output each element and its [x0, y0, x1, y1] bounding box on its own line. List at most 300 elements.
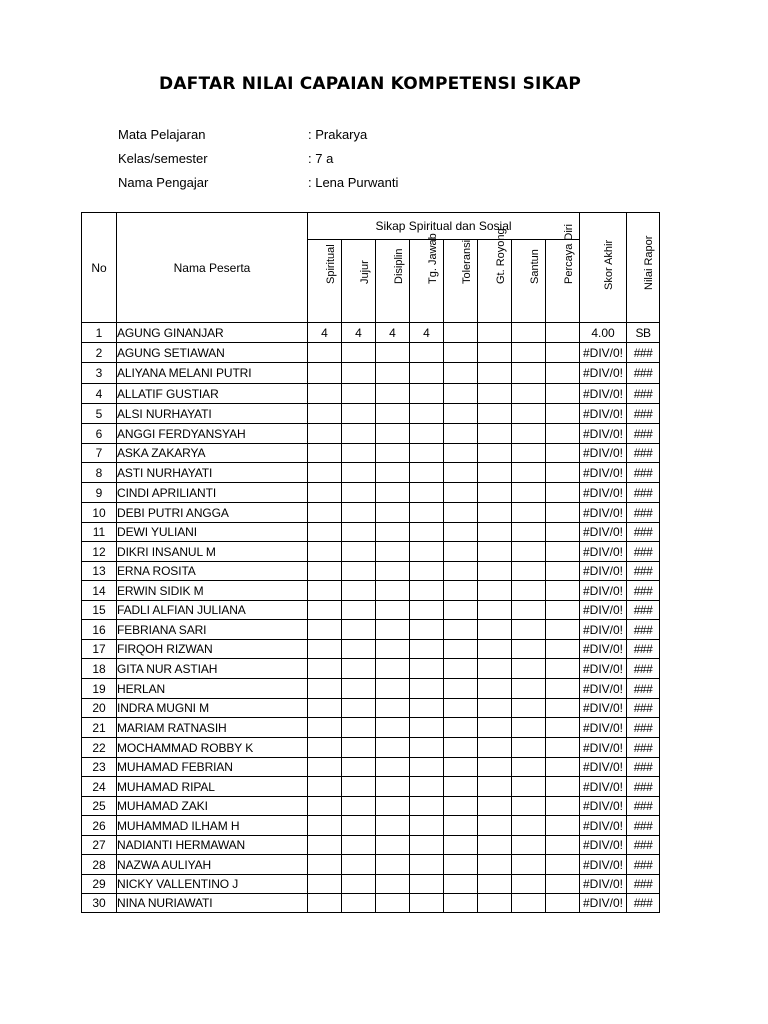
score-cell[interactable] [546, 562, 580, 581]
header-nama-peserta: Nama Peserta [117, 213, 308, 323]
score-cell[interactable] [342, 363, 376, 384]
skor-akhir-cell: #DIV/0! [580, 463, 627, 483]
score-cell[interactable] [410, 444, 444, 463]
score-cell[interactable] [478, 894, 512, 913]
nilai-rapor-cell: ### [627, 836, 660, 855]
skor-akhir-cell: #DIV/0! [580, 816, 627, 836]
score-cell[interactable] [342, 601, 376, 620]
score-cell[interactable] [410, 640, 444, 659]
score-cell[interactable] [444, 659, 478, 679]
score-cell[interactable] [410, 816, 444, 836]
score-cell[interactable] [546, 601, 580, 620]
score-cell[interactable] [342, 620, 376, 640]
score-cell[interactable] [546, 523, 580, 542]
score-cell[interactable] [444, 894, 478, 913]
score-cell[interactable] [512, 444, 546, 463]
score-cell[interactable] [444, 483, 478, 503]
score-cell[interactable] [410, 562, 444, 581]
score-cell[interactable] [444, 875, 478, 894]
score-cell[interactable] [410, 601, 444, 620]
score-cell[interactable] [308, 640, 342, 659]
row-number: 12 [82, 542, 117, 562]
score-cell[interactable] [478, 855, 512, 875]
score-cell[interactable] [410, 836, 444, 855]
score-cell[interactable] [478, 444, 512, 463]
table-row [82, 444, 660, 463]
score-cell[interactable] [308, 424, 342, 444]
score-cell[interactable] [308, 777, 342, 797]
pengajar-label: Nama Pengajar [118, 175, 209, 190]
score-cell[interactable] [342, 444, 376, 463]
score-cell[interactable] [478, 816, 512, 836]
nilai-rapor-cell: ### [627, 855, 660, 875]
score-cell[interactable] [376, 424, 410, 444]
score-cell[interactable] [512, 875, 546, 894]
score-cell[interactable] [376, 699, 410, 718]
score-cell[interactable] [546, 855, 580, 875]
score-cell[interactable] [376, 718, 410, 738]
row-number: 17 [82, 640, 117, 659]
score-cell[interactable] [410, 679, 444, 699]
score-cell[interactable] [546, 444, 580, 463]
score-cell[interactable] [444, 503, 478, 523]
skor-akhir-cell: #DIV/0! [580, 875, 627, 894]
score-cell[interactable] [410, 523, 444, 542]
score-cell[interactable] [342, 542, 376, 562]
score-cell[interactable] [444, 738, 478, 758]
score-cell[interactable] [478, 503, 512, 523]
score-cell[interactable] [546, 738, 580, 758]
meta-row-mata-pelajaran [118, 127, 398, 151]
header-nilai-rapor-label: Nilai Rapor [643, 235, 655, 290]
score-cell[interactable] [444, 797, 478, 816]
student-name: ALIYANA MELANI PUTRI [117, 363, 308, 384]
score-cell[interactable] [546, 323, 580, 343]
score-cell[interactable] [546, 777, 580, 797]
score-cell[interactable] [410, 699, 444, 718]
score-cell[interactable] [444, 640, 478, 659]
score-cell[interactable]: 4 [376, 323, 410, 343]
score-cell[interactable] [444, 718, 478, 738]
score-cell[interactable] [342, 483, 376, 503]
score-cell[interactable] [376, 523, 410, 542]
score-cell[interactable] [342, 738, 376, 758]
score-cell[interactable] [342, 562, 376, 581]
nilai-rapor-cell: ### [627, 562, 660, 581]
score-cell[interactable] [342, 777, 376, 797]
score-cell[interactable] [546, 363, 580, 384]
score-cell[interactable] [478, 343, 512, 363]
student-name: HERLAN [117, 679, 308, 699]
mata-pelajaran-label: Mata Pelajaran [118, 127, 206, 142]
score-cell[interactable] [478, 581, 512, 601]
score-cell[interactable] [546, 542, 580, 562]
score-cell[interactable] [546, 404, 580, 424]
score-cell[interactable] [376, 679, 410, 699]
score-cell[interactable] [308, 523, 342, 542]
score-cell[interactable] [308, 463, 342, 483]
score-cell[interactable] [376, 444, 410, 463]
score-cell[interactable] [342, 816, 376, 836]
score-cell[interactable] [512, 542, 546, 562]
score-cell[interactable] [512, 659, 546, 679]
score-cell[interactable] [308, 444, 342, 463]
score-cell[interactable] [308, 894, 342, 913]
score-cell[interactable] [376, 542, 410, 562]
score-cell[interactable] [478, 640, 512, 659]
score-cell[interactable] [512, 836, 546, 855]
score-cell[interactable] [342, 758, 376, 777]
score-cell[interactable] [410, 875, 444, 894]
score-cell[interactable] [308, 363, 342, 384]
score-cell[interactable] [512, 483, 546, 503]
score-cell[interactable] [308, 718, 342, 738]
skor-akhir-cell: #DIV/0! [580, 797, 627, 816]
score-cell[interactable] [308, 836, 342, 855]
score-cell[interactable] [376, 503, 410, 523]
score-cell[interactable] [512, 758, 546, 777]
score-cell[interactable] [478, 797, 512, 816]
score-cell[interactable] [512, 424, 546, 444]
header-sikap-spiritual [308, 240, 342, 323]
score-cell[interactable] [376, 797, 410, 816]
score-cell[interactable] [376, 875, 410, 894]
score-cell[interactable] [308, 659, 342, 679]
score-cell[interactable] [410, 758, 444, 777]
score-cell[interactable] [376, 343, 410, 363]
row-number: 9 [82, 483, 117, 503]
score-cell[interactable] [410, 797, 444, 816]
score-cell[interactable] [410, 777, 444, 797]
score-cell[interactable] [376, 620, 410, 640]
score-cell[interactable] [410, 542, 444, 562]
score-cell[interactable] [512, 679, 546, 699]
score-cell[interactable] [444, 542, 478, 562]
score-cell[interactable] [546, 758, 580, 777]
table-row [82, 855, 660, 875]
row-number: 27 [82, 836, 117, 855]
header-skor-akhir [580, 213, 627, 323]
score-cell[interactable] [342, 523, 376, 542]
score-cell[interactable] [444, 463, 478, 483]
student-name: NINA NURIAWATI [117, 894, 308, 913]
score-cell[interactable] [376, 581, 410, 601]
score-cell[interactable] [512, 581, 546, 601]
table-row [82, 640, 660, 659]
meta-row-kelas [118, 151, 398, 175]
score-cell[interactable] [410, 503, 444, 523]
score-cell[interactable] [512, 384, 546, 404]
score-cell[interactable] [512, 699, 546, 718]
score-cell[interactable] [410, 404, 444, 424]
score-cell[interactable] [308, 855, 342, 875]
score-cell[interactable] [444, 758, 478, 777]
score-cell[interactable] [376, 404, 410, 424]
score-cell[interactable] [342, 659, 376, 679]
score-cell[interactable] [308, 542, 342, 562]
score-cell[interactable] [546, 483, 580, 503]
score-cell[interactable] [512, 463, 546, 483]
score-cell[interactable] [478, 542, 512, 562]
score-cell[interactable] [478, 384, 512, 404]
score-cell[interactable] [546, 463, 580, 483]
score-cell[interactable] [444, 523, 478, 542]
score-cell[interactable] [512, 323, 546, 343]
nilai-table [81, 212, 660, 913]
student-name: MUHAMAD ZAKI [117, 797, 308, 816]
score-cell[interactable] [376, 384, 410, 404]
score-cell[interactable] [444, 343, 478, 363]
score-cell[interactable] [478, 620, 512, 640]
score-cell[interactable] [444, 836, 478, 855]
student-name: AGUNG GINANJAR [117, 323, 308, 343]
score-cell[interactable] [478, 777, 512, 797]
nilai-rapor-cell: ### [627, 523, 660, 542]
score-cell[interactable] [546, 699, 580, 718]
score-cell[interactable] [512, 503, 546, 523]
nilai-rapor-cell: ### [627, 758, 660, 777]
score-cell[interactable] [342, 679, 376, 699]
score-cell[interactable] [478, 323, 512, 343]
score-cell[interactable] [546, 424, 580, 444]
score-cell[interactable] [410, 894, 444, 913]
score-cell[interactable] [478, 363, 512, 384]
score-cell[interactable] [512, 363, 546, 384]
skor-akhir-cell: #DIV/0! [580, 836, 627, 855]
score-cell[interactable] [512, 640, 546, 659]
score-cell[interactable] [376, 758, 410, 777]
score-cell[interactable] [308, 738, 342, 758]
score-cell[interactable] [512, 601, 546, 620]
score-cell[interactable] [546, 679, 580, 699]
student-name: ASTI NURHAYATI [117, 463, 308, 483]
student-name: AGUNG SETIAWAN [117, 343, 308, 363]
score-cell[interactable] [410, 855, 444, 875]
score-cell[interactable] [308, 384, 342, 404]
score-cell[interactable] [444, 404, 478, 424]
score-cell[interactable] [512, 718, 546, 738]
score-cell[interactable] [546, 659, 580, 679]
score-cell[interactable] [478, 758, 512, 777]
score-cell[interactable] [546, 581, 580, 601]
score-cell[interactable] [376, 483, 410, 503]
score-cell[interactable] [546, 875, 580, 894]
row-number: 3 [82, 363, 117, 384]
skor-akhir-cell: #DIV/0! [580, 363, 627, 384]
row-number: 29 [82, 875, 117, 894]
score-cell[interactable] [478, 699, 512, 718]
score-cell[interactable] [308, 679, 342, 699]
score-cell[interactable] [308, 620, 342, 640]
pengajar-value: : Lena Purwanti [308, 175, 399, 190]
score-cell[interactable] [444, 562, 478, 581]
score-cell[interactable] [546, 384, 580, 404]
score-cell[interactable] [478, 679, 512, 699]
header-sikap-label: Gt. Royong [494, 228, 507, 284]
score-cell[interactable] [410, 424, 444, 444]
score-cell[interactable] [478, 875, 512, 894]
score-cell[interactable]: 4 [308, 323, 342, 343]
score-cell[interactable] [512, 855, 546, 875]
score-cell[interactable] [410, 620, 444, 640]
score-cell[interactable] [342, 343, 376, 363]
score-cell[interactable] [546, 836, 580, 855]
score-cell[interactable] [376, 601, 410, 620]
score-cell[interactable] [512, 343, 546, 363]
score-cell[interactable] [546, 797, 580, 816]
score-cell[interactable] [546, 343, 580, 363]
score-cell[interactable] [444, 601, 478, 620]
score-cell[interactable] [308, 601, 342, 620]
table-row [82, 463, 660, 483]
score-cell[interactable] [512, 738, 546, 758]
header-sikap-label: Tg. Jawab [426, 233, 439, 284]
header-sikap-label: Spiritual [324, 244, 337, 284]
score-cell[interactable] [308, 503, 342, 523]
score-cell[interactable] [342, 836, 376, 855]
score-cell[interactable] [410, 384, 444, 404]
header-sikap-santun [512, 240, 546, 323]
header-sikap-percaya-diri [546, 224, 580, 323]
score-cell[interactable] [478, 738, 512, 758]
score-cell[interactable] [478, 601, 512, 620]
score-cell[interactable] [342, 699, 376, 718]
score-cell[interactable] [376, 816, 410, 836]
score-cell[interactable] [376, 777, 410, 797]
score-cell[interactable] [410, 483, 444, 503]
score-cell[interactable] [410, 659, 444, 679]
student-name: ALSI NURHAYATI [117, 404, 308, 424]
score-cell[interactable] [308, 404, 342, 424]
score-cell[interactable] [376, 894, 410, 913]
score-cell[interactable] [342, 797, 376, 816]
score-cell[interactable] [512, 797, 546, 816]
score-cell[interactable] [342, 718, 376, 738]
score-cell[interactable] [308, 875, 342, 894]
score-cell[interactable] [546, 718, 580, 738]
score-cell[interactable] [376, 363, 410, 384]
score-cell[interactable] [342, 463, 376, 483]
score-cell[interactable] [342, 894, 376, 913]
score-cell[interactable] [376, 836, 410, 855]
score-cell[interactable] [308, 562, 342, 581]
score-cell[interactable] [410, 463, 444, 483]
score-cell[interactable] [512, 404, 546, 424]
score-cell[interactable] [342, 581, 376, 601]
score-cell[interactable] [308, 343, 342, 363]
score-cell[interactable] [512, 894, 546, 913]
mata-pelajaran-value: : Prakarya [308, 127, 368, 142]
score-cell[interactable] [478, 523, 512, 542]
score-cell[interactable] [546, 620, 580, 640]
score-cell[interactable] [308, 699, 342, 718]
score-cell[interactable] [410, 581, 444, 601]
score-cell[interactable] [444, 581, 478, 601]
score-cell[interactable] [410, 363, 444, 384]
score-cell[interactable] [308, 758, 342, 777]
row-number: 13 [82, 562, 117, 581]
row-number: 24 [82, 777, 117, 797]
score-cell[interactable] [444, 777, 478, 797]
score-cell[interactable] [478, 718, 512, 738]
table-row [82, 816, 660, 836]
score-cell[interactable] [376, 562, 410, 581]
score-cell[interactable]: 4 [342, 323, 376, 343]
score-cell[interactable] [512, 777, 546, 797]
nilai-rapor-cell: ### [627, 699, 660, 718]
score-cell[interactable] [478, 836, 512, 855]
score-cell[interactable] [376, 640, 410, 659]
score-cell[interactable] [444, 424, 478, 444]
header-nilai-rapor [627, 213, 660, 323]
score-cell[interactable] [410, 343, 444, 363]
score-cell[interactable] [342, 855, 376, 875]
score-cell[interactable] [444, 363, 478, 384]
score-cell[interactable] [342, 384, 376, 404]
row-number: 5 [82, 404, 117, 424]
score-cell[interactable] [376, 738, 410, 758]
score-cell[interactable] [478, 659, 512, 679]
student-name: FEBRIANA SARI [117, 620, 308, 640]
student-name: ERWIN SIDIK M [117, 581, 308, 601]
score-cell[interactable] [478, 404, 512, 424]
score-cell[interactable] [342, 503, 376, 523]
score-cell[interactable] [342, 404, 376, 424]
score-cell[interactable] [410, 718, 444, 738]
score-cell[interactable] [308, 581, 342, 601]
score-cell[interactable] [444, 699, 478, 718]
score-cell[interactable] [308, 816, 342, 836]
score-cell[interactable] [546, 640, 580, 659]
score-cell[interactable] [546, 894, 580, 913]
score-cell[interactable] [410, 738, 444, 758]
score-cell[interactable] [376, 659, 410, 679]
score-cell[interactable] [444, 620, 478, 640]
score-cell[interactable] [512, 816, 546, 836]
score-cell[interactable] [512, 620, 546, 640]
score-cell[interactable] [376, 855, 410, 875]
score-cell[interactable] [478, 463, 512, 483]
score-cell[interactable] [478, 483, 512, 503]
score-cell[interactable] [444, 444, 478, 463]
score-cell[interactable] [342, 640, 376, 659]
score-cell[interactable] [512, 523, 546, 542]
score-cell[interactable] [444, 679, 478, 699]
score-cell[interactable] [342, 424, 376, 444]
score-cell[interactable] [308, 797, 342, 816]
row-number: 28 [82, 855, 117, 875]
score-cell[interactable] [444, 855, 478, 875]
nilai-rapor-cell: ### [627, 503, 660, 523]
score-cell[interactable]: 4 [410, 323, 444, 343]
score-cell[interactable] [342, 875, 376, 894]
score-cell[interactable] [478, 562, 512, 581]
score-cell[interactable] [512, 562, 546, 581]
header-sikap-label: Santun [528, 249, 541, 284]
score-cell[interactable] [444, 384, 478, 404]
header-sikap-gt-royong [478, 228, 512, 323]
score-cell[interactable] [444, 323, 478, 343]
score-cell[interactable] [444, 816, 478, 836]
score-cell[interactable] [478, 424, 512, 444]
score-cell[interactable] [546, 503, 580, 523]
header-skor-akhir-label: Skor Akhir [603, 239, 615, 290]
score-cell[interactable] [546, 816, 580, 836]
score-cell[interactable] [308, 483, 342, 503]
score-cell[interactable] [376, 463, 410, 483]
row-number: 23 [82, 758, 117, 777]
skor-akhir-cell: #DIV/0! [580, 581, 627, 601]
